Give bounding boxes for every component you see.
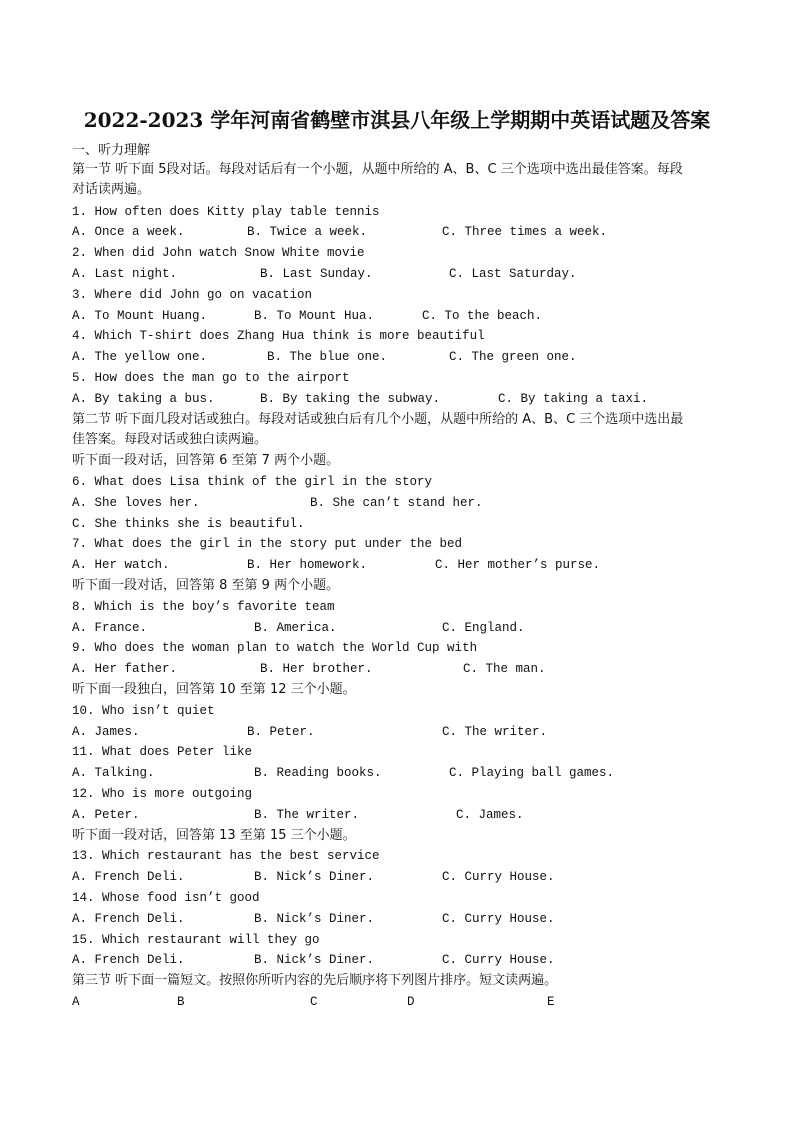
q15-option-c: C. Curry House. (442, 953, 555, 967)
q3-option-a: A. To Mount Huang. (72, 309, 208, 323)
q1-option-a: A. Once a week. (72, 225, 185, 239)
section3-instructions: 第三节 听下面一篇短文。按照你所听内容的先后顺序将下列图片排序。短文读两遍。 (72, 973, 558, 988)
q14-option-b: B. Nick’s Diner. (254, 912, 375, 926)
section1-instructions-cont: 对话读两遍。 (72, 182, 151, 197)
q3-option-b: B. To Mount Hua. (254, 309, 375, 323)
question-5: 5. How does the man go to the airport (72, 371, 350, 385)
picture-label-e: E (547, 995, 555, 1009)
q7-option-a: A. Her watch. (72, 558, 170, 572)
q3-option-c: C. To the beach. (422, 309, 543, 323)
question-9: 9. Who does the woman plan to watch the World Cup with (72, 641, 478, 655)
picture-label-b: B (177, 995, 185, 1009)
q9-option-b: B. Her brother. (260, 662, 373, 676)
q14-option-a: A. French Deli. (72, 912, 185, 926)
question-1: 1. How often does Kitty play table tennis (72, 205, 380, 219)
question-10: 10. Who isn’t quiet (72, 704, 215, 718)
q5-option-c: C. By taking a taxi. (498, 392, 649, 406)
q2-option-b: B. Last Sunday. (260, 267, 373, 281)
q6-option-a: A. She loves her. (72, 496, 200, 510)
q15-option-b: B. Nick’s Diner. (254, 953, 375, 967)
q9-option-a: A. Her father. (72, 662, 178, 676)
section2-instructions-cont: 佳答案。每段对话或独白读两遍。 (72, 432, 268, 447)
question-12: 12. Who is more outgoing (72, 787, 253, 801)
q11-option-a: A. Talking. (72, 766, 155, 780)
question-4: 4. Which T-shirt does Zhang Hua think is more beautiful (72, 329, 485, 343)
question-7: 7. What does the girl in the story put under the bed (72, 537, 463, 551)
question-13: 13. Which restaurant has the best service (72, 849, 380, 863)
question-11: 11. What does Peter like (72, 745, 253, 759)
section2-instructions: 第二节 听下面几段对话或独白。每段对话或独白后有几个小题，从题中所给的 A、B、C 三个选项中选出最 (72, 412, 684, 427)
dialogue-group-2-heading: 听下面一段对话，回答第 8 至第 9 两个小题。 (72, 578, 340, 593)
dialogue-group-4-heading: 听下面一段对话，回答第 13 至第 15 三个小题。 (72, 828, 356, 843)
q10-option-c: C. The writer. (442, 725, 548, 739)
q13-option-c: C. Curry House. (442, 870, 555, 884)
q5-option-b: B. By taking the subway. (260, 392, 441, 406)
picture-label-d: D (407, 995, 415, 1009)
q14-option-c: C. Curry House. (442, 912, 555, 926)
q8-option-b: B. America. (254, 621, 337, 635)
q12-option-a: A. Peter. (72, 808, 140, 822)
q9-option-c: C. The man. (463, 662, 546, 676)
question-6: 6. What does Lisa think of the girl in the story (72, 475, 433, 489)
q13-option-b: B. Nick’s Diner. (254, 870, 375, 884)
q10-option-b: B. Peter. (247, 725, 315, 739)
q1-option-c: C. Three times a week. (442, 225, 608, 239)
question-14: 14. Whose food isn’t good (72, 891, 260, 905)
picture-label-c: C (310, 995, 318, 1009)
q10-option-a: A. James. (72, 725, 140, 739)
q2-option-a: A. Last night. (72, 267, 178, 281)
q11-option-b: B. Reading books. (254, 766, 382, 780)
q8-option-c: C. England. (442, 621, 525, 635)
q7-option-c: C. Her mother’s purse. (435, 558, 601, 572)
q13-option-a: A. French Deli. (72, 870, 185, 884)
picture-label-a: A (72, 995, 80, 1009)
q12-option-c: C. James. (456, 808, 524, 822)
question-8: 8. Which is the boy’s favorite team (72, 600, 335, 614)
dialogue-group-1-heading: 听下面一段对话，回答第 6 至第 7 两个小题。 (72, 453, 340, 468)
q8-option-a: A. France. (72, 621, 148, 635)
q4-option-c: C. The green one. (449, 350, 577, 364)
monologue-group-heading: 听下面一段独白，回答第 10 至第 12 三个小题。 (72, 682, 356, 697)
q7-option-b: B. Her homework. (247, 558, 368, 572)
part-heading: 一、听力理解 (72, 143, 151, 158)
q1-option-b: B. Twice a week. (247, 225, 368, 239)
q6-option-c: C. She thinks she is beautiful. (72, 517, 305, 531)
q12-option-b: B. The writer. (254, 808, 360, 822)
q6-option-b: B. She can’t stand her. (310, 496, 483, 510)
section1-instructions: 第一节 听下面 5段对话。每段对话后有一个小题，从题中所给的 A、B、C 三个选项中选出最佳答案。每段 (72, 162, 683, 177)
q15-option-a: A. French Deli. (72, 953, 185, 967)
q11-option-c: C. Playing ball games. (449, 766, 615, 780)
question-2: 2. When did John watch Snow White movie (72, 246, 365, 260)
question-3: 3. Where did John go on vacation (72, 288, 313, 302)
q4-option-b: B. The blue one. (267, 350, 388, 364)
q2-option-c: C. Last Saturday. (449, 267, 577, 281)
exam-title: 2022-2023 学年河南省鹤壁市淇县八年级上学期期中英语试题及答案 (83, 108, 711, 132)
q5-option-a: A. By taking a bus. (72, 392, 215, 406)
q4-option-a: A. The yellow one. (72, 350, 208, 364)
question-15: 15. Which restaurant will they go (72, 933, 320, 947)
